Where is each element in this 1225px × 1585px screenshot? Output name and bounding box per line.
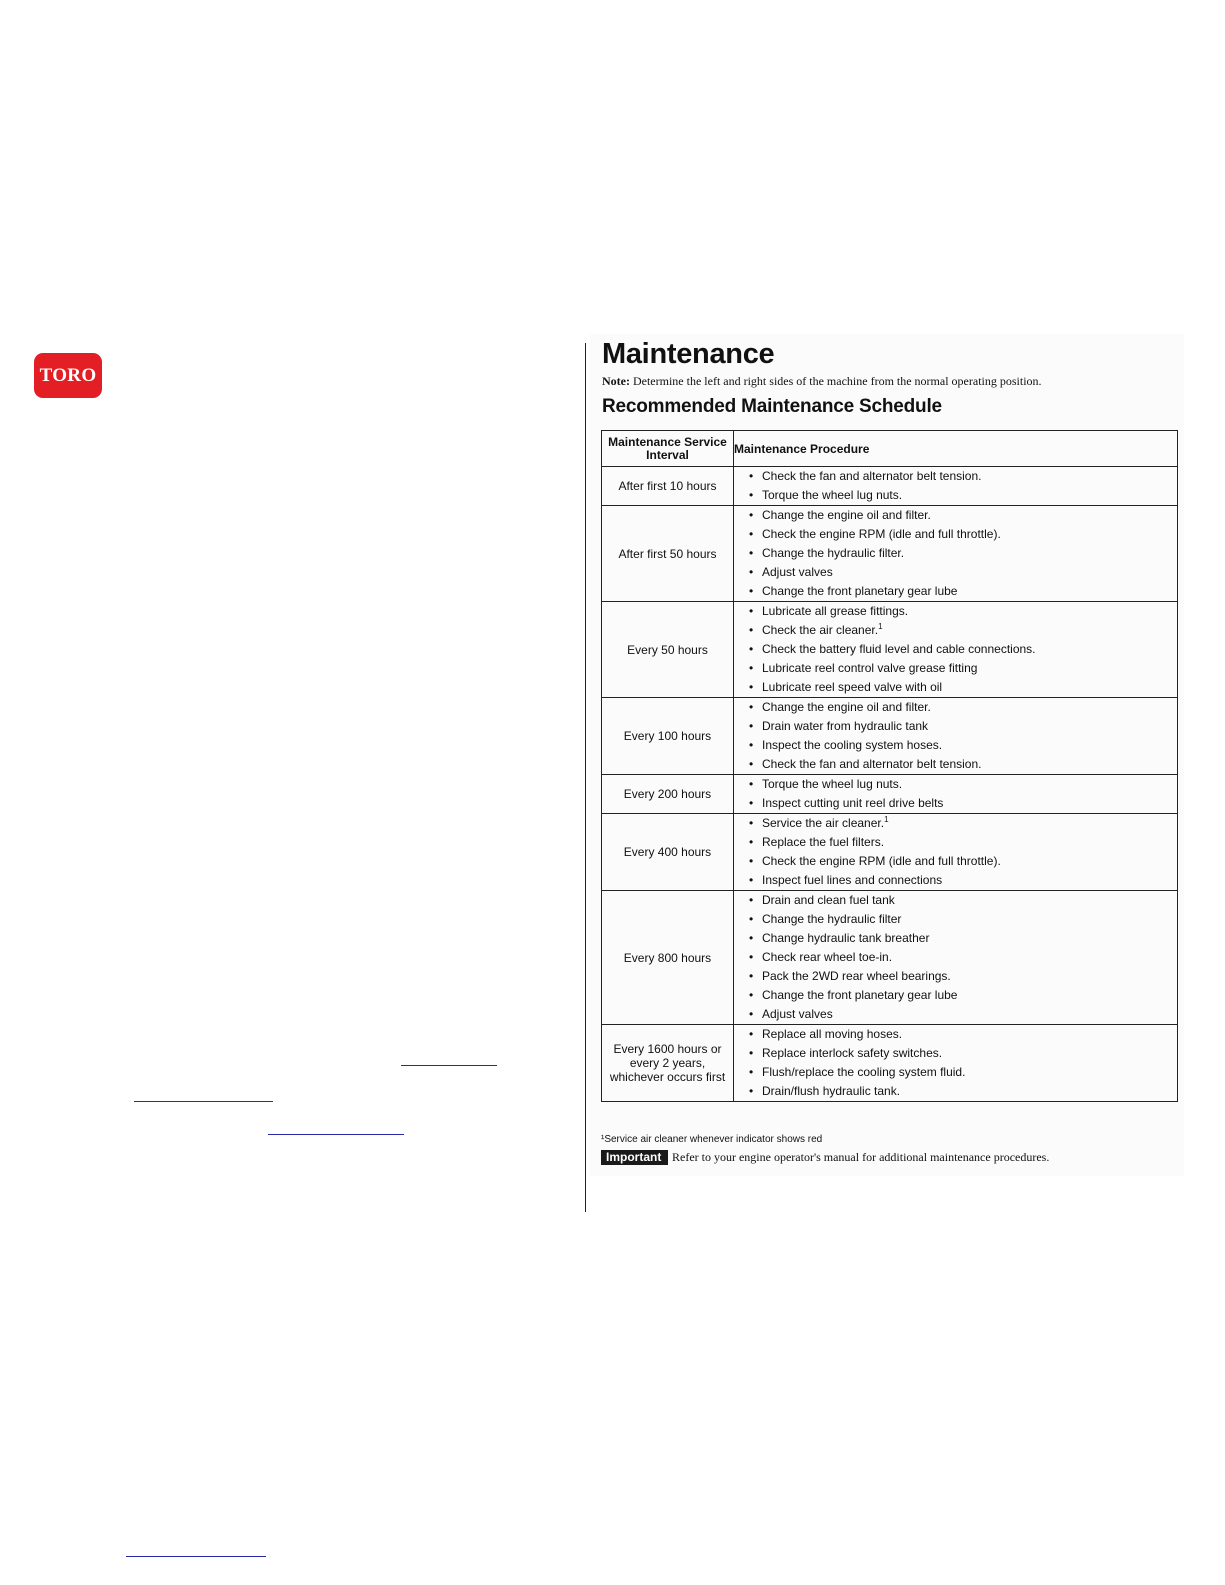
toro-logo bbox=[34, 353, 102, 398]
table-row bbox=[602, 1025, 1178, 1102]
interval-cell: Every 1600 hours or every 2 years, whichever occurs first bbox=[602, 1025, 734, 1102]
procedure-item: • Replace interlock safety switches. bbox=[734, 1044, 1177, 1063]
note-label: Note: bbox=[602, 374, 630, 388]
procedure-item: • Check the engine RPM (idle and full throttle). bbox=[734, 852, 1177, 871]
footnote-mark: 1 bbox=[884, 815, 889, 824]
procedure-item: • Check the fan and alternator belt tension. bbox=[734, 467, 1177, 486]
table-row bbox=[602, 775, 1178, 814]
procedure-item: • Inspect fuel lines and connections bbox=[734, 871, 1177, 890]
procedure-item: • Pack the 2WD rear wheel bearings. bbox=[734, 967, 1177, 986]
procedure-item: • Check the battery fluid level and cable connections. bbox=[734, 640, 1177, 659]
interval-cell: Every 50 hours bbox=[602, 602, 734, 698]
procedure-cell bbox=[734, 1025, 1178, 1102]
footnote: ¹Service air cleaner whenever indicator shows red bbox=[601, 1134, 823, 1145]
table-row bbox=[602, 814, 1178, 891]
note-text: Determine the left and right sides of the machine from the normal operating position. bbox=[632, 374, 1042, 388]
procedure-item: • Flush/replace the cooling system fluid. bbox=[734, 1063, 1177, 1082]
procedure-item: • Change the front planetary gear lube bbox=[734, 986, 1177, 1005]
procedure-item: • Drain and clean fuel tank bbox=[734, 891, 1177, 910]
column-divider bbox=[585, 343, 586, 1212]
important-notice bbox=[601, 1150, 1049, 1165]
toro-logo-text: TORO bbox=[39, 364, 97, 386]
link-underline[interactable] bbox=[401, 1065, 497, 1066]
procedure-text: Check the air cleaner. bbox=[762, 623, 879, 637]
procedure-item: • Check rear wheel toe-in. bbox=[734, 948, 1177, 967]
procedure-item: • Replace all moving hoses. bbox=[734, 1025, 1177, 1044]
procedure-cell bbox=[734, 602, 1178, 698]
table-row bbox=[602, 467, 1178, 506]
page-title: Maintenance bbox=[602, 338, 775, 370]
procedure-item: • Check the engine RPM (idle and full throttle). bbox=[734, 525, 1177, 544]
procedure-item: • Lubricate reel speed valve with oil bbox=[734, 678, 1177, 697]
procedure-item: • Replace the fuel filters. bbox=[734, 833, 1177, 852]
procedure-item: • Change the hydraulic filter bbox=[734, 910, 1177, 929]
maintenance-schedule-table bbox=[601, 430, 1178, 1102]
table-row bbox=[602, 506, 1178, 602]
header-interval: Maintenance Service Interval bbox=[602, 431, 734, 467]
note bbox=[602, 374, 1042, 389]
procedure-cell bbox=[734, 506, 1178, 602]
header-procedure: Maintenance Procedure bbox=[734, 431, 1178, 467]
procedure-cell bbox=[734, 467, 1178, 506]
procedure-item: • Lubricate all grease fittings. bbox=[734, 602, 1177, 621]
link-underline[interactable] bbox=[126, 1556, 266, 1557]
procedure-cell bbox=[734, 775, 1178, 814]
procedure-item: • Change the hydraulic filter. bbox=[734, 544, 1177, 563]
procedure-item: • Change the front planetary gear lube bbox=[734, 582, 1177, 601]
table-row bbox=[602, 698, 1178, 775]
important-text: Refer to your engine operator's manual for additional maintenance procedures. bbox=[672, 1150, 1050, 1164]
procedure-item: • Adjust valves bbox=[734, 1005, 1177, 1024]
procedure-item: • Change hydraulic tank breather bbox=[734, 929, 1177, 948]
procedure-item: • Inspect cutting unit reel drive belts bbox=[734, 794, 1177, 813]
interval-cell: Every 100 hours bbox=[602, 698, 734, 775]
interval-cell: After first 10 hours bbox=[602, 467, 734, 506]
procedure-item bbox=[734, 814, 1177, 833]
procedure-cell bbox=[734, 814, 1178, 891]
procedure-item: • Inspect the cooling system hoses. bbox=[734, 736, 1177, 755]
table-row bbox=[602, 891, 1178, 1025]
procedure-item: • Torque the wheel lug nuts. bbox=[734, 486, 1177, 505]
procedure-cell bbox=[734, 698, 1178, 775]
interval-cell: Every 800 hours bbox=[602, 891, 734, 1025]
table-header-row bbox=[602, 431, 1178, 467]
interval-cell: After first 50 hours bbox=[602, 506, 734, 602]
link-underline[interactable] bbox=[134, 1101, 273, 1102]
procedure-item: • Lubricate reel control valve grease fitting bbox=[734, 659, 1177, 678]
procedure-cell bbox=[734, 891, 1178, 1025]
important-label: Important bbox=[601, 1150, 668, 1165]
procedure-item bbox=[734, 621, 1177, 640]
table-row bbox=[602, 602, 1178, 698]
procedure-item: • Change the engine oil and filter. bbox=[734, 698, 1177, 717]
footnote-mark: 1 bbox=[878, 622, 883, 631]
procedure-text: Service the air cleaner. bbox=[762, 816, 885, 830]
link-underline[interactable] bbox=[268, 1134, 404, 1135]
section-title: Recommended Maintenance Schedule bbox=[602, 396, 942, 417]
procedure-item: • Drain water from hydraulic tank bbox=[734, 717, 1177, 736]
procedure-item: • Drain/flush hydraulic tank. bbox=[734, 1082, 1177, 1101]
interval-cell: Every 200 hours bbox=[602, 775, 734, 814]
procedure-item: • Adjust valves bbox=[734, 563, 1177, 582]
procedure-item: • Torque the wheel lug nuts. bbox=[734, 775, 1177, 794]
procedure-item: • Check the fan and alternator belt tension. bbox=[734, 755, 1177, 774]
procedure-item: • Change the engine oil and filter. bbox=[734, 506, 1177, 525]
interval-cell: Every 400 hours bbox=[602, 814, 734, 891]
